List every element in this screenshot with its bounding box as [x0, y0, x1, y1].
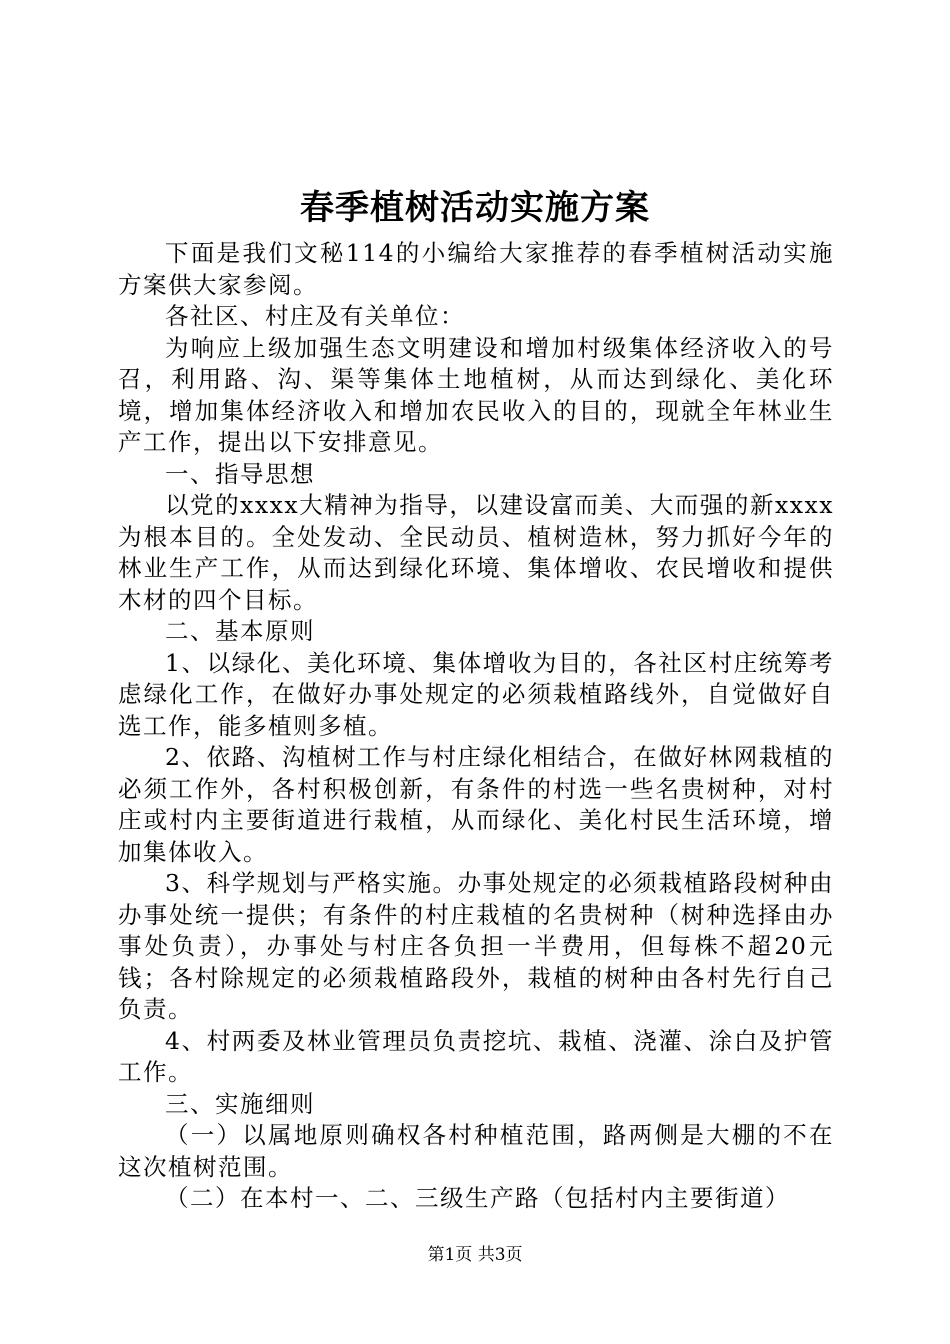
paragraph-addressee: 各社区、村庄及有关单位：	[165, 302, 465, 330]
section-heading-implementation-rules: 三、实施细则	[165, 1089, 315, 1118]
page-number-footer: 第1页 共3页	[427, 1245, 523, 1265]
paragraph-intro: 下面是我们文秘114的小编给大家推荐的春季植树活动实施方案供大家参阅。	[118, 239, 834, 299]
rule-item-1: （一）以属地原则确权各村种植范围，路两侧是大棚的不在这次植树范围。	[118, 1121, 834, 1181]
rule-item-2: （二）在本村一、二、三级生产路（包括村内主要街道）	[165, 1184, 790, 1212]
section-heading-guiding-ideology: 一、指导思想	[165, 459, 315, 488]
document-body	[118, 238, 834, 1215]
principle-item-4: 4、村两委及林业管理员负责挖坑、栽植、浇灌、涂白及护管工作。	[118, 1026, 834, 1086]
document-title: 春季植树活动实施方案	[300, 188, 650, 228]
principle-item-2: 2、依路、沟植树工作与村庄绿化相结合，在做好林网栽植的必须工作外，各村积极创新，有条件的村选一些名贵树种，对村庄或村内主要街道进行栽植，从而绿化、美化村民生活环境，增加集体收入。	[118, 743, 834, 866]
principle-item-3: 3、科学规划与严格实施。办事处规定的必须栽植路段树种由办事处统一提供；有条件的村庄栽植的名贵树种（树种选择由办事处负责），办事处与村庄各负担一半费用，但每株不超20元钱；各村除规定的必须栽植路段外，栽植的树种由各村先行自己负责。	[118, 869, 834, 1023]
paragraph-guiding-ideology: 以党的xxxx大精神为指导，以建设富而美、大而强的新xxxx为根本目的。全处发动、全民动员、植树造林，努力抓好今年的林业生产工作，从而达到绿化环境、集体增收、农民增收和提供木材的四个目标。	[118, 491, 834, 614]
paragraph-purpose: 为响应上级加强生态文明建设和增加村级集体经济收入的号召，利用路、沟、渠等集体土地植树，从而达到绿化、美化环境，增加集体经济收入和增加农民收入的目的，现就全年林业生产工作，提出以下安排意见。	[118, 333, 834, 456]
principle-item-1: 1、以绿化、美化环境、集体增收为目的，各社区村庄统筹考虑绿化工作，在做好办事处规定的必须栽植路线外，自觉做好自选工作，能多植则多植。	[118, 648, 834, 740]
section-heading-basic-principles: 二、基本原则	[165, 617, 315, 645]
